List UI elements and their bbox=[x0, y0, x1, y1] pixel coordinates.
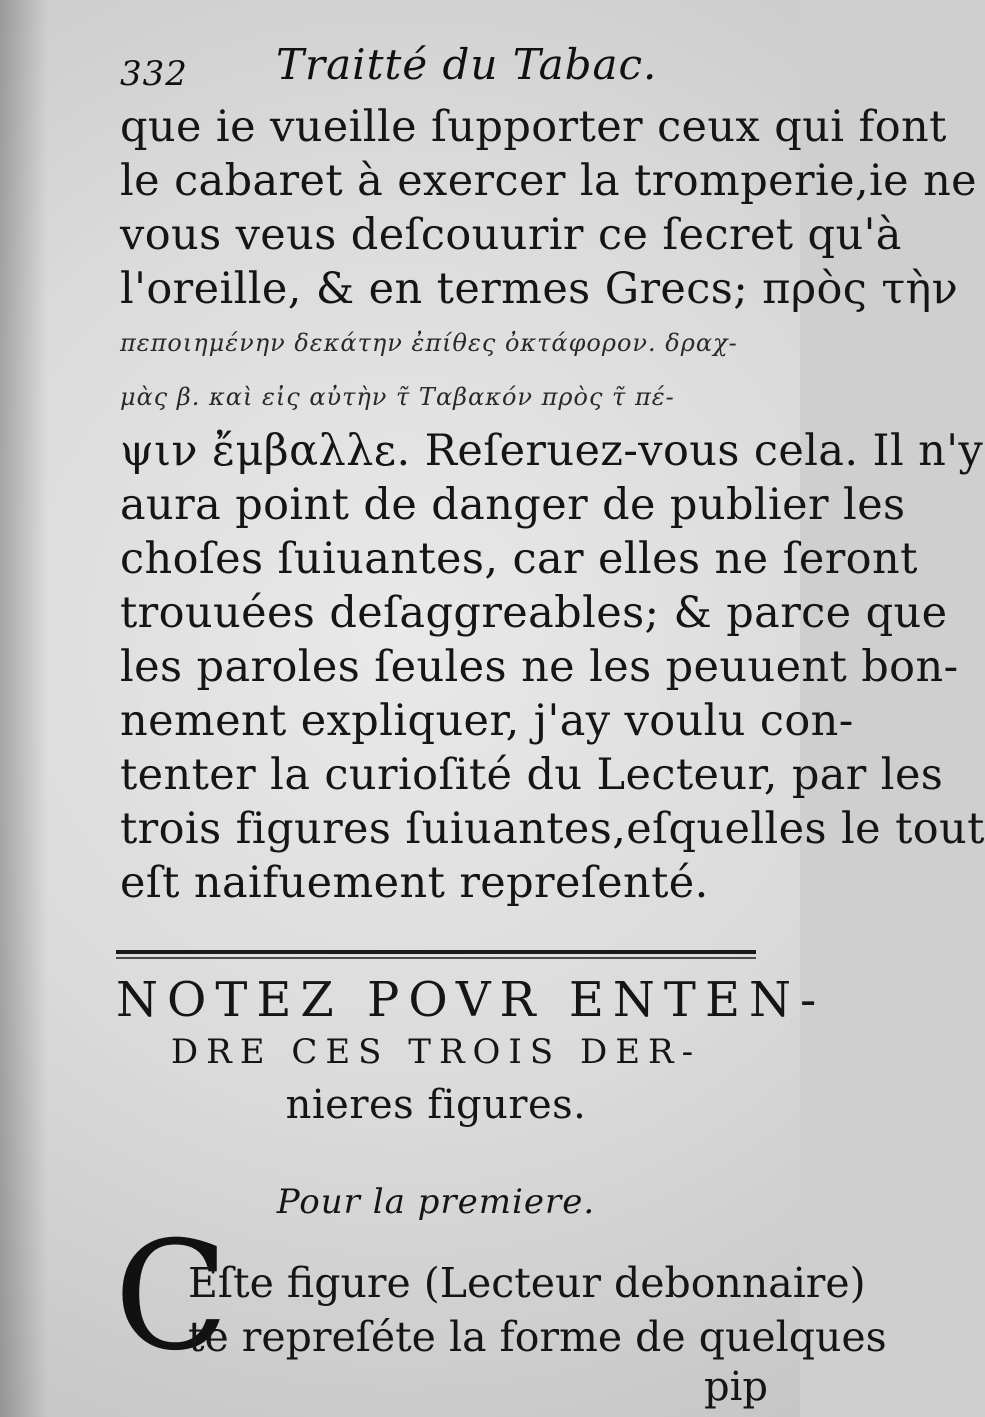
paragraph-line: te repreſéte la forme de quelques bbox=[188, 1313, 887, 1361]
body-line: les paroles ſeules ne les peuuent bon- bbox=[120, 642, 959, 692]
body-line: que ie vueille ſupporter ceux qui font bbox=[120, 102, 947, 152]
body-line: nement expliquer, j'ay voulu con- bbox=[120, 696, 854, 746]
body-line: choſes ſuiuantes, car elles ne ſeront bbox=[120, 534, 918, 584]
notice-line-3: nieres figures. bbox=[285, 1082, 587, 1128]
body-line: l'oreille, & en termes Grecs; πρὸς τὴν bbox=[120, 264, 959, 314]
body-line: trouuées deſaggreables; & parce que bbox=[120, 588, 948, 638]
body-line: le cabaret à exercer la tromperie,ie ne bbox=[120, 156, 978, 206]
body-line: trois figures ſuiuantes,eſquelles le tout bbox=[120, 804, 985, 854]
drop-cap: C bbox=[114, 1210, 229, 1384]
subheading: Pour la premiere. bbox=[276, 1182, 596, 1222]
page-header bbox=[0, 0, 800, 110]
notice-line-1: NOTEZ POVR ENTEN- bbox=[116, 972, 826, 1028]
paragraph-line: Eſte figure (Lecteur debonnaire) bbox=[188, 1259, 866, 1307]
body-line-greek: μὰς β. καὶ εἰς αὐτὴν τ̃ Ταβακόν πρὸς τ̃ πέ- bbox=[120, 383, 675, 411]
body-line: eſt naifuement repreſenté. bbox=[120, 858, 709, 908]
divider-rule-thin bbox=[116, 957, 756, 959]
notice-line-2: DRE CES TROIS DER- bbox=[170, 1032, 702, 1072]
body-line-greek: πεποιημένην δεκάτην ἐπίθες ὀκτάφορον. δραχ- bbox=[120, 329, 738, 357]
running-title: Traitté du Tabac. bbox=[276, 40, 658, 89]
page-number: 332 bbox=[120, 54, 188, 94]
section-divider bbox=[116, 950, 756, 964]
body-line: ψιν ἔμβαλλε. Reſeruez-vous cela. Il n'y bbox=[120, 426, 984, 476]
catchword: pip bbox=[704, 1364, 769, 1410]
body-line: vous veus deſcouurir ce ſecret qu'à bbox=[120, 210, 902, 260]
body-line: aura point de danger de publier les bbox=[120, 480, 906, 530]
body-line: tenter la curioſité du Lecteur, par les bbox=[120, 750, 944, 800]
page-gutter-shadow bbox=[0, 0, 48, 1417]
divider-rule bbox=[116, 950, 756, 954]
